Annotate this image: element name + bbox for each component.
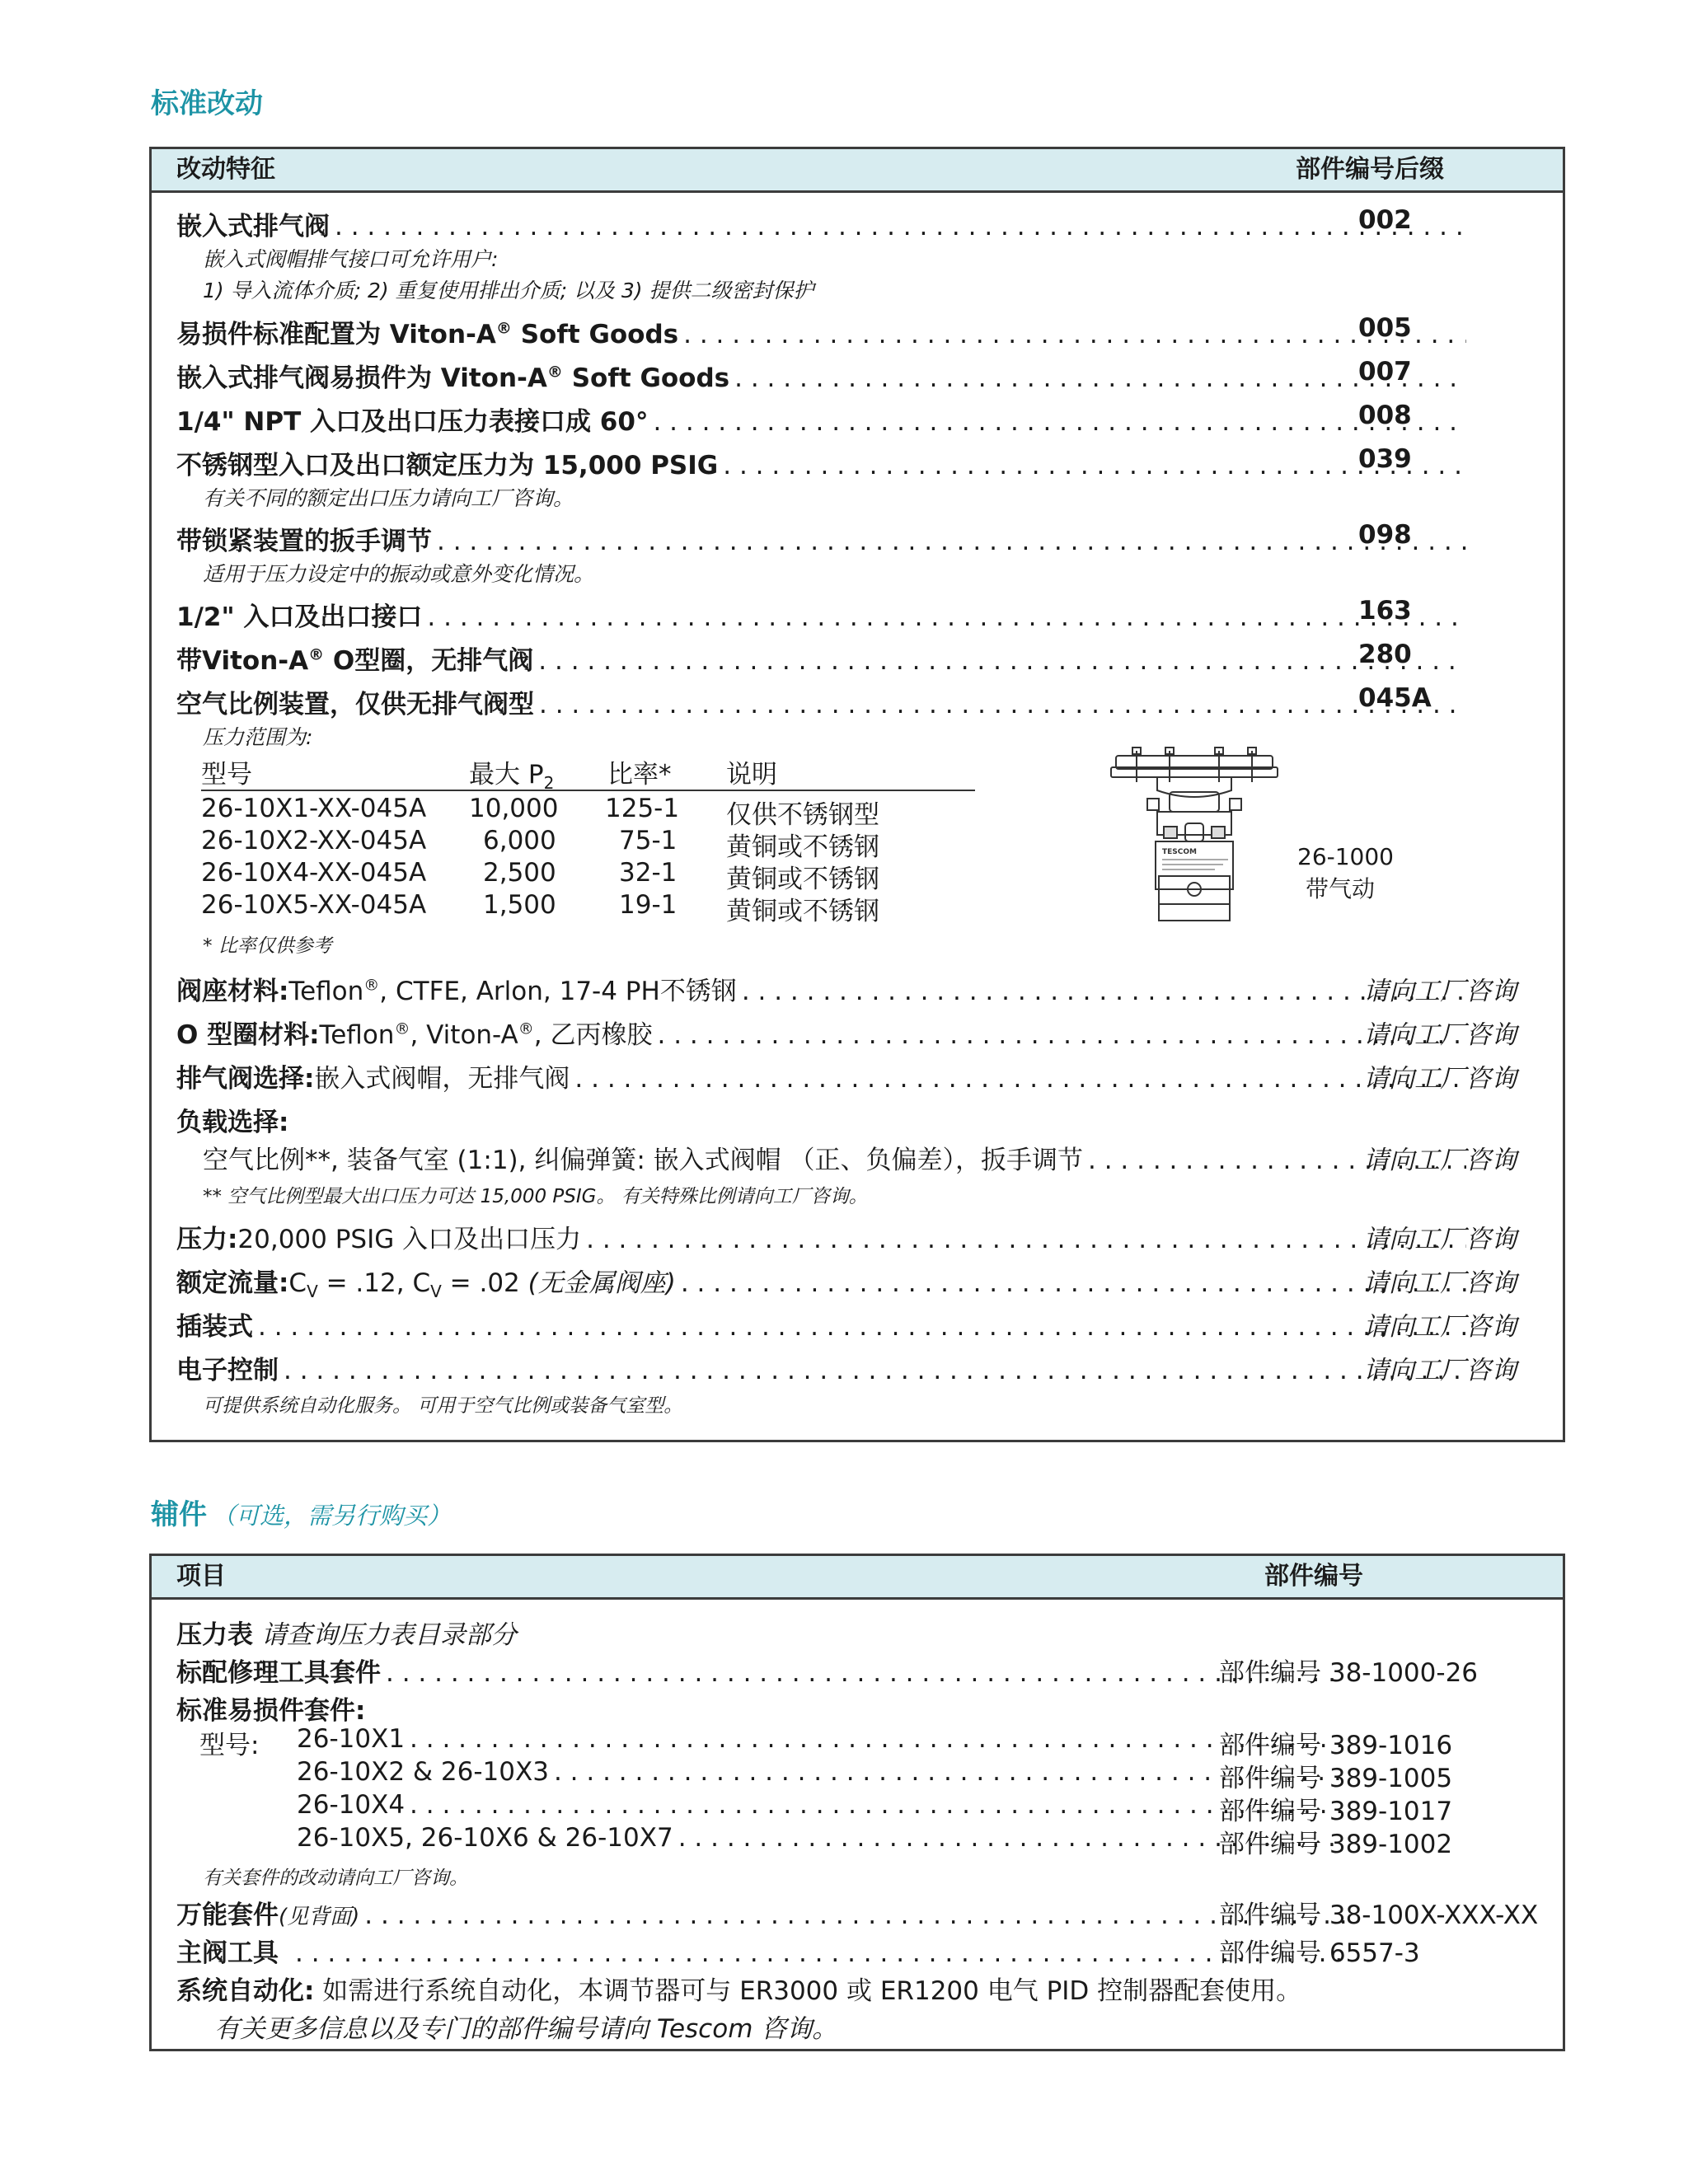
mod-code: 008 <box>1358 401 1412 430</box>
mod-row-039 <box>176 444 1473 482</box>
mod-row-007 <box>176 357 1473 395</box>
mod-code: 163 <box>1358 596 1412 626</box>
ratio-header-ratio: 比率* <box>607 760 672 790</box>
mod-label: 空气比例装置，仅供无排气阀型 <box>176 690 534 719</box>
mod-note: 1) 导入流体介质; 2) 重复使用排出介质; 以及 3) 提供二级密封保护 <box>203 279 814 302</box>
ratio-header-maxp: 最大 $P_2$ <box>469 760 555 794</box>
part-number: 部件编号 389-1002 <box>1219 1830 1453 1859</box>
automation-note: 有关更多信息以及专门的部件编号请向 Tescom 咨询。 <box>214 2014 838 2044</box>
mod-code: 005 <box>1358 313 1412 343</box>
option-row-pressure: 压力: 20,000 PSIG 入口及出口压力 . . . <box>176 1218 1473 1256</box>
mod-row-005 <box>176 313 1473 351</box>
part-number: 部件编号 6557-3 <box>1219 1938 1420 1968</box>
mod-row-045a <box>176 683 1473 721</box>
figure-caption-desc: 带气动 <box>1306 875 1376 902</box>
option-row-vent: 排气阀选择: 嵌入式阀帽，无排气阀 . . . <box>176 1057 1473 1095</box>
accessories-table <box>149 1554 1565 2051</box>
header-suffix: 部件编号后缀 <box>1296 155 1444 184</box>
mod-label: 1/2" 入口及出口接口 <box>176 602 423 632</box>
mod-label: 易损件标准配置为 Viton-A® Soft Goods <box>176 319 679 349</box>
mod-code: 045A <box>1358 683 1432 713</box>
option-row-electronic: 电子控制 . . . <box>176 1349 1473 1387</box>
option-row-oring: O 型圈材料: Teflon®, Viton-A®, 乙丙橡胶 . . . <box>176 1014 1473 1052</box>
universal-kit-row: 万能套件 (见背面) . . . <box>176 1894 1353 1932</box>
part-number: 部件编号 389-1017 <box>1219 1797 1453 1826</box>
kits-note: 有关套件的改动请向工厂咨询。 <box>203 1868 468 1889</box>
mod-code: 280 <box>1358 640 1412 669</box>
mod-row-008 <box>176 401 1473 438</box>
kit-row: 26-10X5, 26-10X6 & 26-10X7 . . . <box>297 1823 1353 1856</box>
mod-code: 007 <box>1358 357 1412 387</box>
mod-note: 有关不同的额定出口压力请向工厂咨询。 <box>203 486 574 510</box>
mod-row-002 <box>176 205 1473 243</box>
part-number: 部件编号 38-1000-26 <box>1219 1658 1479 1688</box>
section-title-standard-mods: 标准改动 <box>151 87 263 120</box>
kit-row: 26-10X2 & 26-10X3 . . . <box>297 1757 1353 1790</box>
ratio-footnote: * 比率仅供参考 <box>203 935 332 957</box>
figure-caption-model: 26-1000 <box>1297 843 1394 870</box>
option-row-cartridge: 插装式 . . . <box>176 1305 1473 1343</box>
table-header <box>152 1556 1563 1600</box>
valve-tool-row: 主阀工具 . . . <box>176 1932 1353 1970</box>
option-row-loading: 空气比例**, 装备气室 (1:1), 纠偏弹簧: 嵌入式阀帽 （正、负偏差），扳手调节 . . . <box>203 1139 1473 1177</box>
brand-text: TESCOM <box>1162 848 1197 856</box>
part-number: 部件编号 38-100X-XXX-XX <box>1219 1900 1539 1930</box>
softgoods-label: 标准易损件套件: <box>176 1696 366 1726</box>
consult-text: 请向工厂咨询 <box>1363 1020 1517 1050</box>
mod-code: 039 <box>1358 444 1412 474</box>
consult-text: 请向工厂咨询 <box>1363 1064 1517 1094</box>
section-title-accessories: 辅件 （可选，需另行购买） <box>151 1498 452 1531</box>
consult-text: 请向工厂咨询 <box>1363 1225 1517 1254</box>
part-number: 部件编号 389-1005 <box>1219 1764 1453 1793</box>
option-loading-label: 负载选择: <box>176 1108 289 1137</box>
repair-kit-row: 标配修理工具套件 . . . <box>176 1652 1353 1690</box>
mod-label: 1/4" NPT 入口及出口压力表接口成 60° <box>176 407 649 437</box>
header-part-number: 部件编号 <box>1264 1562 1363 1591</box>
standard-mods-table: 改动特征 部件编号后缀 嵌入式排气阀 . . . 002 嵌入式阀帽排气接口可允许用户: 1) 导入流体介质; 2) 重复使用排出介质; 以及 3) 提供二级密封保护 易损件标准配置为 Viton-A® Soft Goods . . . 005 嵌入式排气阀易损件为 Viton-A® Soft Goods . . . 007 1/4" NPT 入口及出口压力表接口成 60° . . . 008 不锈钢型入口及出口额定压力为 15,000 PSIG . . . 039 有关不同的额定出口压力请向工厂咨询。 带锁紧装置的扳手调节 . . . 098 适用于压力设定中的振动或意外变化情况。 1/2" 入口及出口接口 . . . 163 带Viton-A® O型圈，无排气阀 . . . 280 空气比例装置，仅供无排气阀型 . . . 045A 压力范围为: 型号 最大 $P_2$ 比率* 说明 26-10X1-XX-045A 10,000 125-1 仅供不锈钢型 26-10X2-XX-045A 6,000 75-1 黄铜或不锈钢 26-10X4-XX-045A 2,500 32-1 黄铜或不锈钢 26-10X5-XX-045A 1,500 19-1 黄铜或不锈钢 * 比率仅供参考 TESCOM 26-1000 带气动 阀座材料: Teflon®, CTFE, Arlon, 17-4 PH不锈钢 . . . 请向工厂咨询 O 型圈材料: Teflon®, Viton-A®, 乙丙橡胶 . . . 请向工厂咨询 排气阀选择: 嵌入式阀帽，无排气阀 . . . 请向工厂咨询 负载选择: 空气比例**, 装备气室 (1:1), 纠偏弹簧: 嵌入式阀帽 （正、负偏差），扳手调节 . . . 请向工厂咨询 ** 空气比例型最大出口压力可达 15,000 PSIG。 有关特殊比例请向工厂咨询。 压力: 20,000 PSIG 入口及出口压力 . . . 请向工厂咨询 额定流量: $C_V = .12$, $C_V = .02$ (无金属阀座) . . . 请向工厂咨询 插装式 . . . 请向工厂咨询 电子控制 . . . 请向工厂咨询 可提供系统自动化服务。 可用于空气比例或装备气室型。 <box>149 147 1565 1442</box>
consult-text: 请向工厂咨询 <box>1363 1356 1517 1385</box>
mod-row-163 <box>176 596 1473 634</box>
mod-label: 不锈钢型入口及出口额定压力为 15,000 PSIG <box>176 451 719 480</box>
kit-row: 26-10X4 . . . <box>297 1790 1353 1823</box>
mod-note: 压力范围为: <box>203 725 313 749</box>
consult-text: 请向工厂咨询 <box>1363 1146 1517 1175</box>
consult-text: 请向工厂咨询 <box>1363 977 1517 1006</box>
electronic-note: 可提供系统自动化服务。 可用于空气比例或装备气室型。 <box>203 1395 683 1417</box>
ratio-header-desc: 说明 <box>726 760 777 790</box>
automation-row: 系统自动化: 如需进行系统自动化，本调节器可与 ER3000 或 ER1200 电气 PID 控制器配套使用。 <box>176 1976 1302 2006</box>
mod-label: 嵌入式排气阀 <box>176 212 330 241</box>
option-row-seat: 阀座材料: Teflon®, CTFE, Arlon, 17-4 PH不锈钢 . . . <box>176 970 1473 1008</box>
consult-text: 请向工厂咨询 <box>1363 1268 1517 1298</box>
loading-note: ** 空气比例型最大出口压力可达 15,000 PSIG。 有关特殊比例请向工厂咨询。 <box>203 1186 868 1207</box>
mod-label: 嵌入式排气阀易损件为 Viton-A® Soft Goods <box>176 363 730 393</box>
ratio-header-model: 型号 <box>201 760 252 790</box>
consult-text: 请向工厂咨询 <box>1363 1312 1517 1342</box>
header-feature: 改动特征 <box>176 155 275 184</box>
mod-code: 098 <box>1358 520 1412 550</box>
mod-note: 适用于压力设定中的振动或意外变化情况。 <box>203 562 595 586</box>
part-number: 部件编号 389-1016 <box>1219 1731 1453 1760</box>
mod-row-098 <box>176 520 1473 558</box>
mod-label: 带锁紧装置的扳手调节 <box>176 527 432 556</box>
regulator-illustration <box>1100 744 1289 926</box>
mod-code: 002 <box>1358 205 1412 235</box>
mod-label: 带Viton-A® O型圈，无排气阀 <box>176 645 534 676</box>
mod-row-280 <box>176 640 1473 677</box>
kit-row: 26-10X1 . . . <box>297 1724 1353 1757</box>
table-header <box>152 149 1563 193</box>
ratio-header-rule <box>201 790 975 791</box>
option-row-flow: 额定流量: $C_V = .12$, $C_V = .02$ (无金属阀座) . . . <box>176 1262 1473 1300</box>
mod-note: 嵌入式阀帽排气接口可允许用户: <box>203 247 499 271</box>
header-item: 项目 <box>176 1562 226 1591</box>
model-label: 型号: <box>199 1731 260 1760</box>
gauge-row: 压力表 请查询压力表目录部分 <box>176 1620 517 1650</box>
